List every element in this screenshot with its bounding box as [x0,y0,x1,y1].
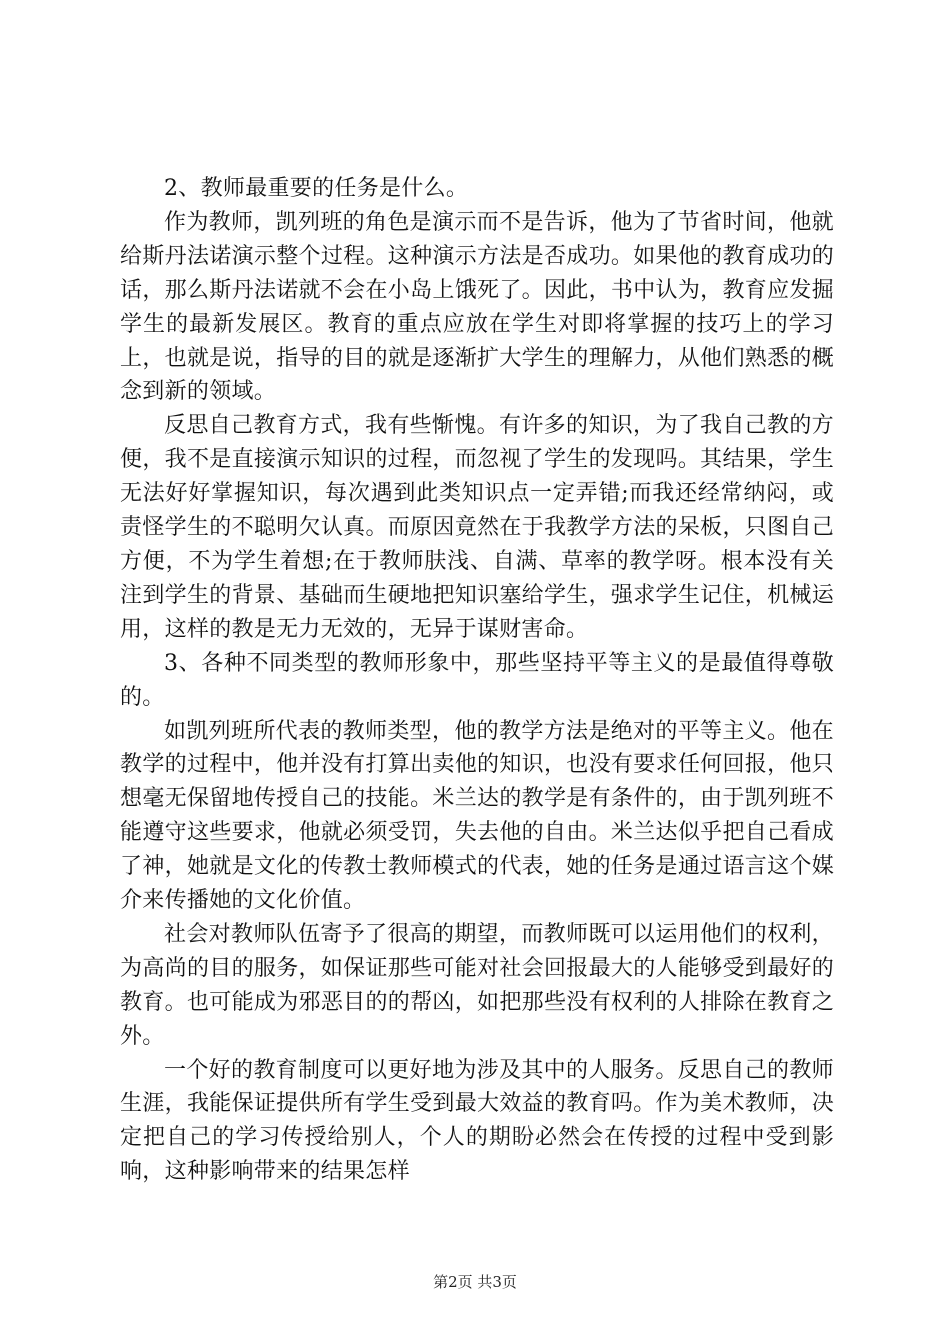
body-paragraph: 反思自己教育方式，我有些惭愧。有许多的知识，为了我自己教的方便，我不是直接演示知识的过程，而忽视了学生的发现吗。其结果，学生无法好好掌握知识，每次遇到此类知识点一定弄错;而我还经常纳闷，或责怪学生的不聪明欠认真。而原因竟然在于我教学方法的呆板，只图自己方便，不为学生着想;在于教师肤浅、自满、草率的教学呀。根本没有关注到学生的背景、基础而生硬地把知识塞给学生，强求学生记住，机械运用，这样的教是无力无效的，无异于谋财害命。 [120,413,834,642]
page-number-footer: 第2页 共3页 [433,1273,517,1291]
heading-paragraph-2: 2、教师最重要的任务是什么。 [164,176,469,201]
document-body [120,172,834,1189]
body-paragraph: 一个好的教育制度可以更好地为涉及其中的人服务。反思自己的教师生涯，我能保证提供所有学生受到最大效益的教育吗。作为美术教师，决定把自己的学习传授给别人，个人的期盼必然会在传授的过程中受到影响，这种影响带来的结果怎样 [120,1057,834,1185]
body-paragraph: 如凯列班所代表的教师类型，他的教学方法是绝对的平等主义。他在教学的过程中，他并没有打算出卖他的知识，也没有要求任何回报，他只想毫无保留地传授自己的技能。米兰达的教学是有条件的，由于凯列班不能遵守这些要求，他就必须受罚，失去他的自由。米兰达似乎把自己看成了神，她就是文化的传教士教师模式的代表，她的任务是通过语言这个媒介来传播她的文化价值。 [120,718,834,914]
heading-paragraph-3: 3、各种不同类型的教师形象中，那些坚持平等主义的是最值得尊敬的。 [120,650,834,710]
body-paragraph: 社会对教师队伍寄予了很高的期望，而教师既可以运用他们的权利，为高尚的目的服务，如保证那些可能对社会回报最大的人能够受到最好的教育。也可能成为邪恶目的的帮凶，如把那些没有权利的人排除在教育之外。 [120,921,834,1049]
body-paragraph: 作为教师，凯列班的角色是演示而不是告诉，他为了节省时间，他就给斯丹法诺演示整个过程。这种演示方法是否成功。如果他的教育成功的话，那么斯丹法诺就不会在小岛上饿死了。因此，书中认为，教育应发掘学生的最新发展区。教育的重点应放在学生对即将掌握的技巧上的学习上，也就是说，指导的目的就是逐渐扩大学生的理解力，从他们熟悉的概念到新的领域。 [120,209,834,405]
